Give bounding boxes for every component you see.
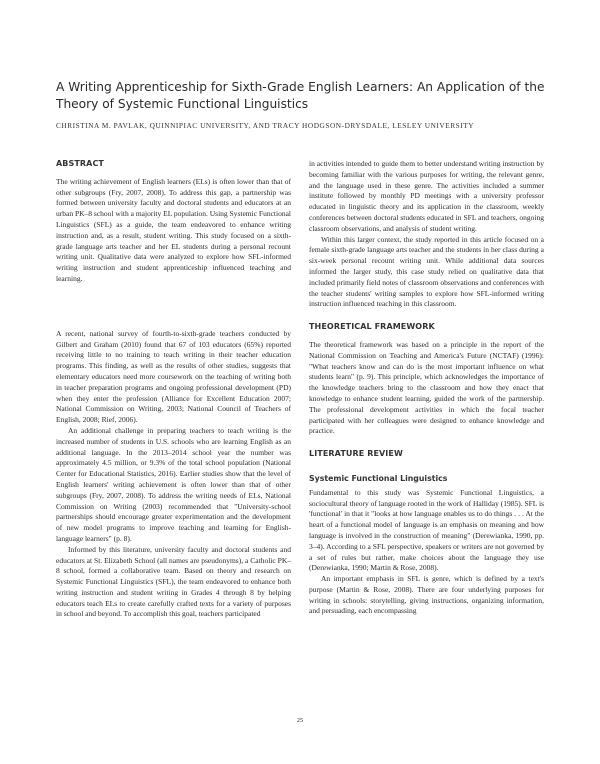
body-paragraph: Within this larger context, the study reported in this article focused on a female sixth-grade language arts teacher and the students in her class during a six-week personal recount writing unit. While additional data sources informed the larger study, this case study relied on qualitative data that included primarily field notes of classroom observations and conferences with the teacher students' writing samples to explore how SFL-informed writing instruction influenced teaching in this classroom. — [309, 234, 544, 309]
subsection-heading: Systemic Functional Linguistics — [309, 473, 448, 483]
section-heading-theoretical: THEORETICAL FRAMEWORK — [309, 322, 435, 332]
author-line: CHRISTINA M. PAVLAK, QUINNIPIAC UNIVERSITY, AND TRACY HODGSON-DRYSDALE, LESLEY UNIVERSITY — [56, 121, 475, 130]
left-column — [56, 159, 291, 620]
body-paragraph: An additional challenge in preparing teachers to teach writing is the increased number of students in U.S. schools who are learning English as an additional language. In the 2013–2014 school year the number was approximately 4.5 million, or 9.3% of the total school population (National Center for Educational Statistics, 2016). Earlier studies show that the level of English learners' writing achievement is often lower than that of other subgroups (Fry, 2007, 2008). To address the writing needs of ELs, National Commission on Writing (2003) recommended that "University-school partnerships should encourage greater experimentation and the development of new model programs to improve teaching and learning for English-language learners" (p. 8). — [56, 425, 291, 543]
abstract-heading: ABSTRACT — [56, 159, 104, 168]
body-paragraph: Informed by this literature, university faculty and doctoral students and educators at St. Elizabeth School (all names are pseudonyms), a Catholic PK–8 school, formed a collaborative team. Based on theory and research on Systemic Functional Linguistics (SFL), the team endeavored to enhance both writing instruction and student writing in Grades 4 through 8 by helping educators teach ELs to create carefully crafted texts for a variety of purposes in school and beyond. To accomplish this goal, teachers participated — [56, 544, 291, 619]
abstract-text: The writing achievement of English learners (ELs) is often lower than that of other subgroups (Fry, 2007, 2008). To address this gap, a partnership was formed between university faculty and doctoral students and educators at an urban PK–8 school with a majority EL population. Using Systemic Functional Linguistics (SFL) as a guide, the team endeavored to enhance writing instruction and, as a result, student writing. This study focused on a sixth-grade language arts teacher and her EL students during a personal recount writing unit. Qualitative data were analyzed to explore how SFL-informed writing instruction and student apprenticeship influenced teaching and learning. — [56, 176, 291, 283]
page-number: 25 — [296, 717, 304, 724]
body-paragraph: An important emphasis in SFL is genre, which is defined by a text's purpose (Martin & Rose, 2008). There are four underlying purposes for writing in schools: storytelling, giving instructions, organizing information, and persuading, each encompassing — [309, 574, 544, 616]
body-paragraph: A recent, national survey of fourth-to-sixth-grade teachers conducted by Gilbert and Graham (2010) found that 67 of 103 educators (65%) reported receiving little to no training to teach writing in their teacher education programs. This finding, as well as the results of other studies, suggests that elementary educators need more coursework on the teaching of writing both in teacher preparation programs and ongoing professional development (PD) when they enter the profession (Alliance for Excellent Education 2007; National Commission on Writing, 2003; National Council of Teachers of English, 2008; Rief, 2006). — [56, 328, 291, 425]
paper-title: A Writing Apprenticeship for Sixth-Grade English Learners: An Application of the Theory of Systemic Functional Linguistics — [56, 80, 545, 111]
body-paragraph: Fundamental to this study was Systemic Functional Linguistics, a sociocultural theory of language rooted in the work of Halliday (1985). SFL is 'functional' in that it "looks at how language enables us to do things . . . At the heart of a functional model of language is an emphasis on meaning and how language is involved in the construction of meaning" (Derewianka, 1990, pp. 3–4). According to a SFL perspective, speakers or writers are not governed by a set of rules but rather, make choices about the language they use (Derewianka, 1990; Martin & Rose, 2008). — [309, 487, 544, 573]
right-column — [309, 159, 544, 617]
body-paragraph: in activities intended to guide them to better understand writing instruction by becoming familiar with the various purposes for writing, the relevant genre, and the language used in these genre. The activities included a summer institute followed by monthly PD meetings with a university professor educated in linguistic theory and its application in the classroom, weekly conferences between doctoral students educated in SFL and teachers, ongoing classroom observations, and analysis of student writing. — [309, 159, 544, 233]
body-paragraph: The theoretical framework was based on a principle in the report of the National Commission on Teaching and America's Future (NCTAF) (1996): "What teachers know and can do is the most important influence on what students learn" (p. 9). This principle, which acknowledges the importance of the knowledge teachers bring to the classroom and how they enact that knowledge to enhance student learning, guided the work of the partnership. The professional development activities in which the focal teacher participated with her colleagues were designed to enhance knowledge and practice. — [309, 339, 544, 436]
section-heading-literature: LITERATURE REVIEW — [309, 449, 403, 459]
